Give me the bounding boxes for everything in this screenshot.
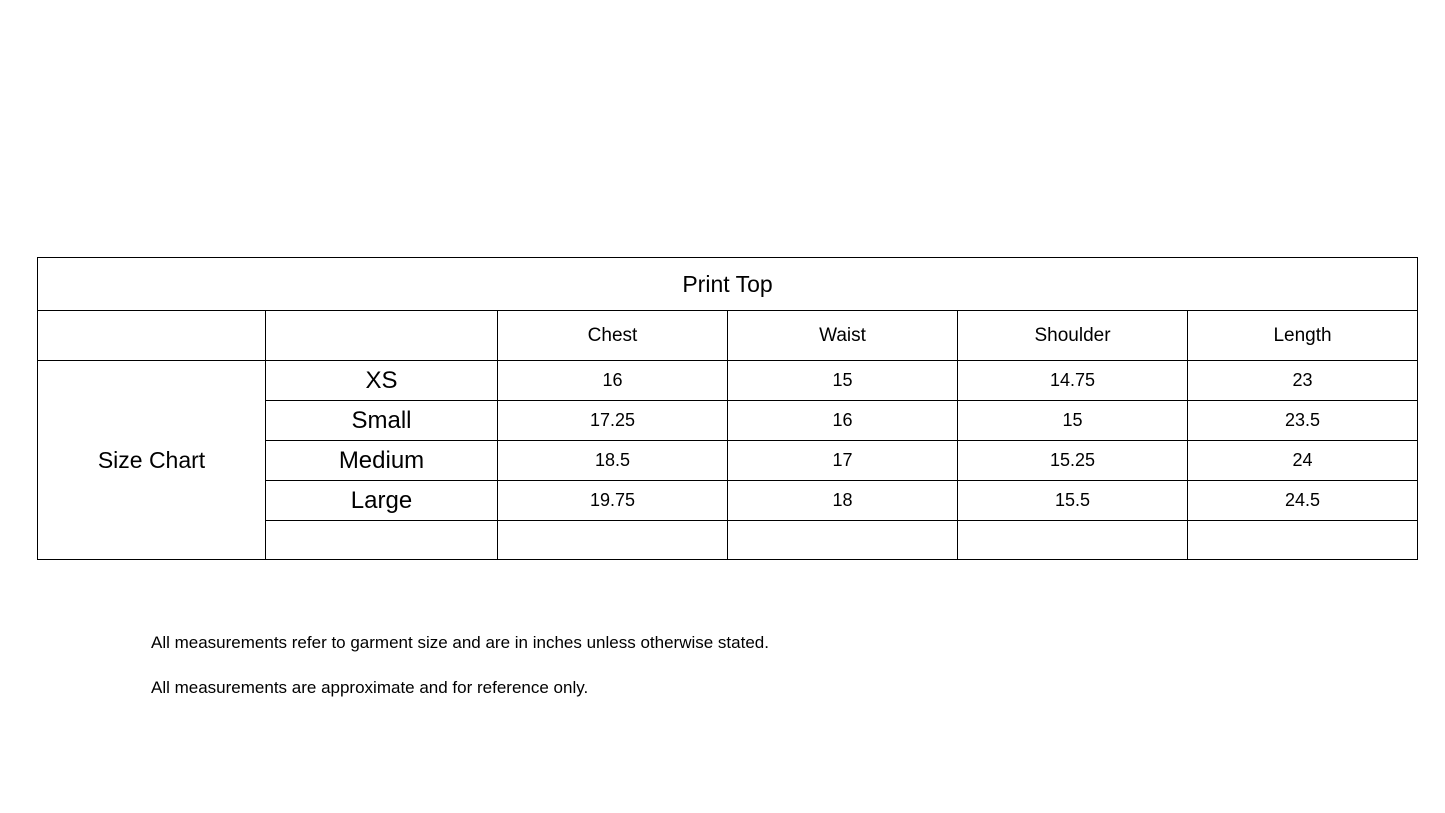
product-title: Print Top	[38, 258, 1418, 311]
size-name-small: Small	[266, 401, 498, 441]
value-blank-shoulder	[958, 521, 1188, 560]
value-xs-chest: 16	[498, 361, 728, 401]
value-medium-shoulder: 15.25	[958, 441, 1188, 481]
value-small-length: 23.5	[1188, 401, 1418, 441]
notes-section	[151, 632, 1251, 723]
value-small-shoulder: 15	[958, 401, 1188, 441]
column-header-length: Length	[1188, 311, 1418, 361]
table-title-row	[38, 258, 1418, 311]
value-blank-chest	[498, 521, 728, 560]
size-chart-label: Size Chart	[38, 361, 266, 560]
value-xs-length: 23	[1188, 361, 1418, 401]
table-row	[38, 361, 1418, 401]
value-medium-chest: 18.5	[498, 441, 728, 481]
column-header-chest: Chest	[498, 311, 728, 361]
value-small-waist: 16	[728, 401, 958, 441]
size-name-large: Large	[266, 481, 498, 521]
table-header-row	[38, 311, 1418, 361]
value-medium-length: 24	[1188, 441, 1418, 481]
value-large-chest: 19.75	[498, 481, 728, 521]
value-small-chest: 17.25	[498, 401, 728, 441]
size-name-medium: Medium	[266, 441, 498, 481]
value-xs-waist: 15	[728, 361, 958, 401]
column-header-shoulder: Shoulder	[958, 311, 1188, 361]
header-size-blank	[266, 311, 498, 361]
size-name-xs: XS	[266, 361, 498, 401]
value-xs-shoulder: 14.75	[958, 361, 1188, 401]
value-blank-waist	[728, 521, 958, 560]
value-large-length: 24.5	[1188, 481, 1418, 521]
note-measurements-approximate: All measurements are approximate and for reference only.	[151, 678, 589, 698]
value-large-waist: 18	[728, 481, 958, 521]
header-corner-blank	[38, 311, 266, 361]
note-measurements-units: All measurements refer to garment size and are in inches unless otherwise stated.	[151, 633, 769, 652]
value-large-shoulder: 15.5	[958, 481, 1188, 521]
column-header-waist: Waist	[728, 311, 958, 361]
size-chart-table	[37, 257, 1418, 560]
value-medium-waist: 17	[728, 441, 958, 481]
size-name-blank	[266, 521, 498, 560]
value-blank-length	[1188, 521, 1418, 560]
